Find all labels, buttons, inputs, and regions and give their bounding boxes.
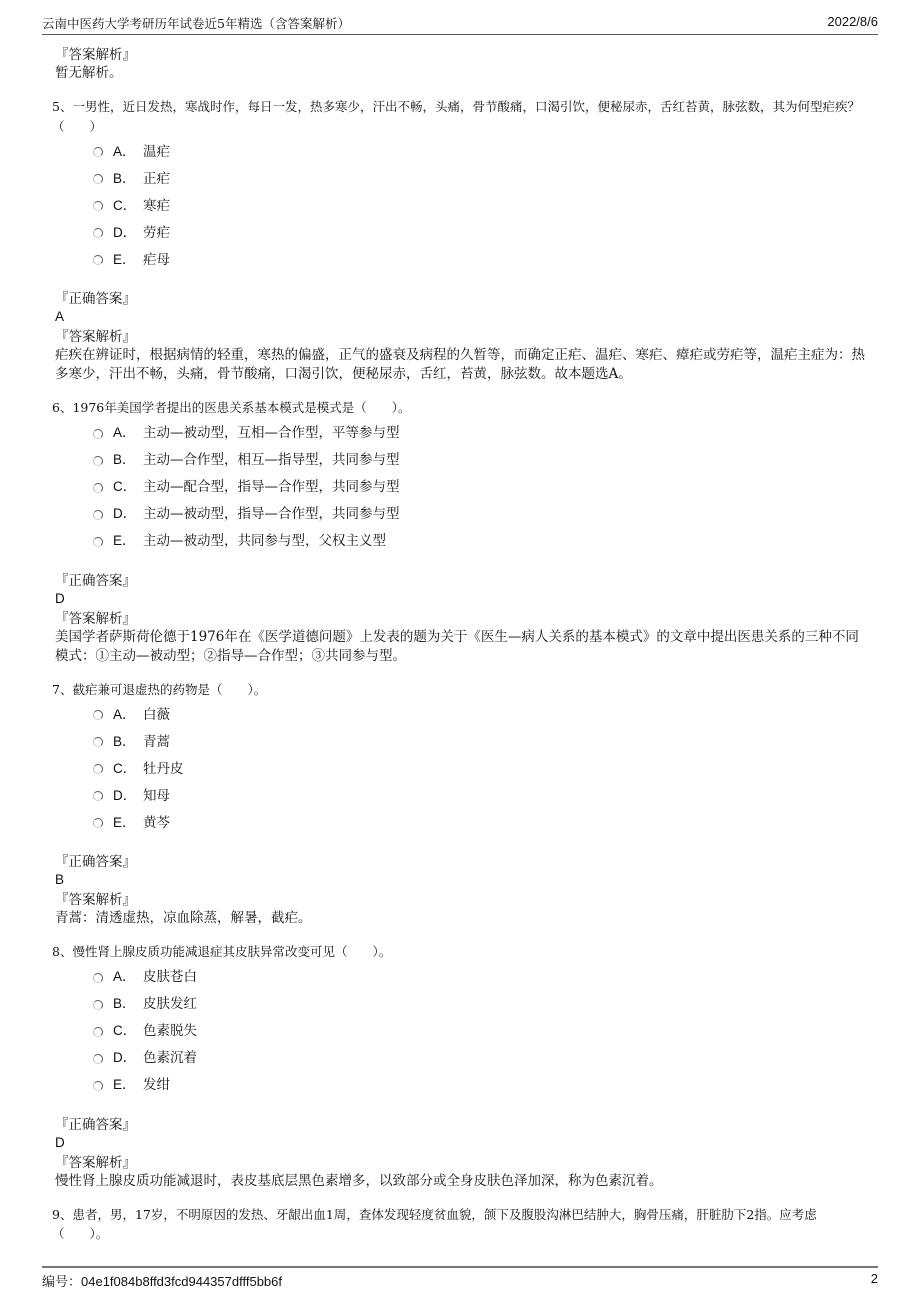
option-letter: A．: [113, 706, 136, 722]
option-a[interactable]: [55, 699, 868, 726]
question-stem: 5、一男性，近日发热，寒战时作，每日一发，热多寒少，汗出不畅，头痛，骨节酸痛，口渴引饮，便秘尿赤，舌红苔黄，脉弦数，其为何型疟疾？（ ）: [52, 99, 860, 134]
correct-answer: B: [55, 872, 65, 887]
radio-icon[interactable]: [93, 818, 103, 828]
option-letter: E．: [113, 1077, 136, 1092]
option-text: 主动—被动型，共同参与型，父权主义型: [143, 533, 386, 549]
page-number: 2: [870, 1271, 878, 1286]
question: [52, 680, 868, 929]
option-text: 白薇: [143, 706, 170, 723]
radio-icon[interactable]: [93, 228, 103, 238]
radio-icon[interactable]: [93, 791, 103, 801]
option-letter: E．: [113, 814, 136, 830]
option-text: 知母: [143, 787, 170, 804]
option-text: 主动—被动型，互相—合作型，平等参与型: [143, 425, 400, 441]
radio-icon[interactable]: [93, 201, 103, 211]
question-stem: 7、截疟兼可退虚热的药物是（ ）。: [52, 681, 267, 697]
radio-icon[interactable]: [93, 456, 103, 466]
analysis-text: 疟疾在辨证时，根据病情的轻重，寒热的偏盛，正气的盛衰及病程的久暂等，而确定正疟、温疟、寒疟、瘴疟或劳疟等，温疟主症为：热多寒少，汗出不畅，头痛，骨节酸痛，口渴引饮，便秘尿赤，舌红，苔黄，脉弦数。故本题选A。: [55, 347, 865, 382]
option-text: 色素沉着: [143, 1050, 197, 1066]
document-date: 2022/8/6: [827, 14, 878, 29]
option-e[interactable]: [55, 807, 868, 834]
correct-answer-label: 『正确答案』: [55, 854, 136, 870]
radio-icon[interactable]: [93, 537, 103, 547]
option-text: 皮肤发红: [143, 996, 197, 1012]
radio-icon[interactable]: [93, 1027, 103, 1037]
option-letter: B．: [113, 733, 136, 749]
radio-icon[interactable]: [93, 1081, 103, 1091]
option-letter: C．: [113, 197, 137, 213]
option-text: 主动—配合型，指导—合作型，共同参与型: [143, 479, 400, 495]
option-letter: D．: [113, 1050, 137, 1065]
correct-answer: A: [55, 309, 65, 324]
option-text: 劳疟: [143, 224, 170, 241]
radio-icon[interactable]: [93, 710, 103, 720]
page-footer: [42, 1266, 878, 1290]
option-text: 牡丹皮: [143, 760, 184, 777]
analysis-label: 『答案解析』: [55, 329, 136, 345]
question: [52, 97, 868, 384]
analysis-text: 美国学者萨斯荷伦德于1976年在《医学道德问题》上发表的题为关于《医生—病人关系的基本模式》的文章中提出医患关系的三种不同模式：①主动—被动型；②指导—合作型；③共同参与型。: [55, 628, 859, 664]
option-letter: C．: [113, 1023, 137, 1038]
option-text: 正疟: [143, 170, 170, 187]
option-text: 黄芩: [143, 814, 170, 831]
option-letter: B．: [113, 996, 136, 1011]
option-a[interactable]: [55, 136, 868, 163]
option-d[interactable]: [55, 217, 868, 244]
question-stem: 9、患者，男，17岁，不明原因的发热、牙龈出血1周，查体发现轻度贫血貌，颌下及腹股沟淋巴结肿大，胸骨压痛，肝脏肋下2指。应考虑（ ）。: [52, 1206, 817, 1241]
analysis-label: 『答案解析』: [55, 610, 136, 627]
question: [52, 942, 868, 1191]
radio-icon[interactable]: [93, 147, 103, 157]
option-letter: E．: [113, 533, 136, 548]
option-text: 发绀: [143, 1077, 170, 1093]
option-letter: A．: [113, 425, 136, 440]
option-letter: C．: [113, 479, 137, 494]
analysis-label: 『答案解析』: [55, 892, 136, 908]
question-stem: 6、1976年美国学者提出的医患关系基本模式是模式是（ ）。: [52, 400, 411, 415]
option-c[interactable]: [55, 1016, 868, 1043]
radio-icon[interactable]: [93, 255, 103, 265]
option-b[interactable]: [55, 726, 868, 753]
radio-icon[interactable]: [93, 1000, 103, 1010]
code-label: 编号：: [42, 1275, 82, 1290]
option-text: 主动—合作型，相互—指导型，共同参与型: [143, 452, 400, 468]
analysis-text: 暂无解析。: [55, 65, 123, 81]
option-letter: B．: [113, 452, 136, 467]
option-c[interactable]: [55, 190, 868, 217]
option-e[interactable]: [55, 1070, 868, 1097]
option-text: 青蒿: [143, 733, 170, 750]
option-letter: D．: [113, 506, 137, 521]
option-b[interactable]: [55, 989, 868, 1016]
question: [52, 398, 868, 666]
option-letter: D．: [113, 224, 137, 240]
option-letter: D．: [113, 787, 137, 803]
analysis-text: 慢性肾上腺皮质功能减退时，表皮基底层黑色素增多，以致部分或全身皮肤色泽加深，称为色素沉着。: [55, 1172, 663, 1189]
option-text: 疟母: [143, 251, 170, 268]
option-letter: B．: [113, 170, 136, 186]
option-letter: E．: [113, 251, 136, 267]
option-text: 主动—被动型，指导—合作型，共同参与型: [143, 506, 400, 522]
option-c[interactable]: [55, 472, 868, 499]
code-value: 04e1f084b8ffd3fcd944357dfff5bb6f: [81, 1274, 282, 1289]
option-a[interactable]: [55, 418, 868, 445]
correct-answer: D: [55, 590, 65, 606]
correct-answer-label: 『正确答案』: [55, 1116, 136, 1133]
correct-answer-label: 『正确答案』: [55, 291, 136, 307]
document-body: [52, 46, 868, 1244]
correct-answer: D: [55, 1134, 65, 1150]
option-e[interactable]: [55, 526, 868, 553]
option-text: 色素脱失: [143, 1023, 197, 1039]
radio-icon[interactable]: [93, 174, 103, 184]
option-letter: A．: [113, 969, 136, 984]
option-c[interactable]: [55, 753, 868, 780]
analysis-label: 『答案解析』: [55, 47, 136, 63]
radio-icon[interactable]: [93, 764, 103, 774]
analysis-label: 『答案解析』: [55, 1154, 136, 1171]
option-d[interactable]: [55, 499, 868, 526]
question-stem: 8、慢性肾上腺皮质功能减退症其皮肤异常改变可见（ ）。: [52, 944, 392, 959]
radio-icon[interactable]: [93, 510, 103, 520]
option-letter: C．: [113, 760, 137, 776]
option-d[interactable]: [55, 1043, 868, 1070]
option-text: 皮肤苍白: [143, 969, 197, 985]
radio-icon[interactable]: [93, 1054, 103, 1064]
correct-answer-label: 『正确答案』: [55, 572, 136, 589]
page-header: [42, 12, 878, 35]
option-d[interactable]: [55, 780, 868, 807]
document-title: 云南中医药大学考研历年试卷近5年精选（含答案解析）: [42, 16, 350, 31]
option-letter: A．: [113, 143, 136, 159]
option-text: 寒疟: [143, 197, 170, 214]
option-a[interactable]: [55, 962, 868, 989]
question: [52, 1205, 868, 1244]
document-code: [42, 1271, 282, 1290]
analysis-text: 青蒿：清透虚热，凉血除蒸，解暑，截疟。: [55, 910, 312, 926]
radio-icon[interactable]: [93, 483, 103, 493]
option-text: 温疟: [143, 143, 170, 160]
radio-icon[interactable]: [93, 737, 103, 747]
option-e[interactable]: [55, 244, 868, 271]
option-b[interactable]: [55, 163, 868, 190]
radio-icon[interactable]: [93, 429, 103, 439]
radio-icon[interactable]: [93, 973, 103, 983]
option-b[interactable]: [55, 445, 868, 472]
